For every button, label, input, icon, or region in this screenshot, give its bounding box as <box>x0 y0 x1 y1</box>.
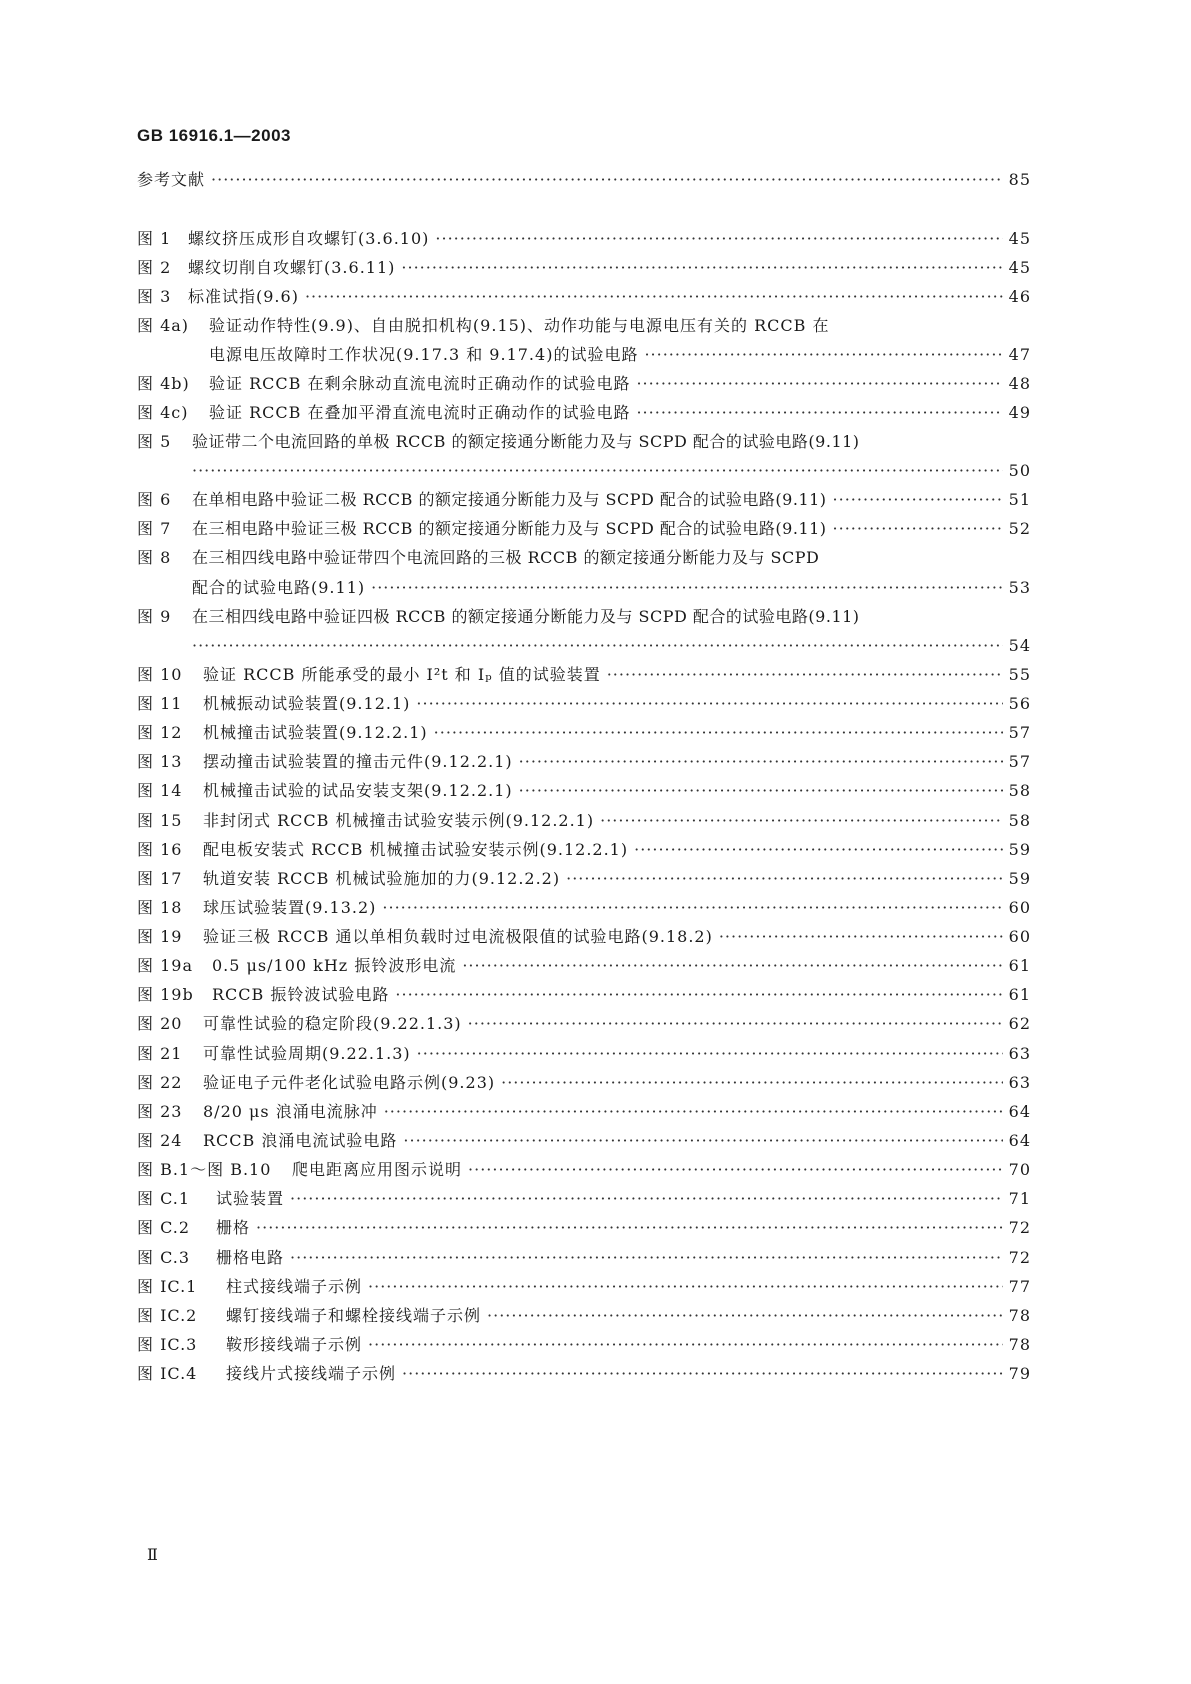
leader-dots <box>402 1362 1003 1386</box>
toc-title: 配电板安装式 RCCB 机械撞击试验安装示例(9.12.2.1) <box>203 840 629 859</box>
toc-page: 45 <box>1008 258 1031 277</box>
toc-entry-fig19b[interactable] <box>137 983 1031 1007</box>
toc-entry-fig13[interactable] <box>137 750 1031 774</box>
leader-dots <box>211 168 1003 192</box>
toc-title: 轨道安装 RCCB 机械试验施加的力(9.12.2.2) <box>203 869 561 888</box>
toc-label: 图 4a) <box>137 316 190 335</box>
leader-dots <box>607 663 1003 687</box>
toc-title: 柱式接线端子示例 <box>226 1277 363 1296</box>
toc-page: 51 <box>1008 490 1031 509</box>
toc-entry-fig19[interactable] <box>137 925 1031 949</box>
leader-dots <box>833 488 1003 512</box>
toc-page: 60 <box>1008 898 1031 917</box>
leader-dots <box>192 459 1003 483</box>
toc-page: 64 <box>1008 1102 1031 1121</box>
leader-dots <box>719 925 1003 949</box>
toc-entry-figC3[interactable] <box>137 1246 1031 1270</box>
leader-dots <box>371 576 1003 600</box>
toc-label: 图 16 <box>137 840 183 859</box>
leader-dots <box>290 1246 1003 1270</box>
toc-title: 螺纹挤压成形自攻螺钉(3.6.10) <box>188 229 430 248</box>
leader-dots <box>636 372 1002 396</box>
toc-label: 图 20 <box>137 1014 183 1033</box>
toc-page: 61 <box>1008 985 1031 1004</box>
leader-dots <box>566 867 1003 891</box>
toc-entry-fig5[interactable] <box>137 430 1031 454</box>
toc-label: 图 11 <box>137 694 183 713</box>
toc-entry-fig4c[interactable] <box>137 401 1031 425</box>
leader-dots <box>634 838 1003 862</box>
toc-page: 49 <box>1008 403 1031 422</box>
toc-entry-figIC1[interactable] <box>137 1275 1031 1299</box>
toc-entry-fig10[interactable] <box>137 663 1031 687</box>
toc-page: 61 <box>1008 956 1031 975</box>
toc-page: 85 <box>1008 170 1031 189</box>
leader-dots <box>435 227 1002 251</box>
leader-dots <box>644 343 1002 367</box>
leader-dots <box>468 1158 1003 1182</box>
toc-title: 机械振动试验装置(9.12.1) <box>203 694 411 713</box>
toc-label: 图 14 <box>137 781 183 800</box>
toc-entry-figB[interactable] <box>137 1158 1031 1182</box>
leader-dots <box>368 1333 1003 1357</box>
toc-title: 验证 RCCB 在叠加平滑直流电流时正确动作的试验电路 <box>209 403 631 422</box>
toc-label: 图 C.1 <box>137 1189 191 1208</box>
toc-entry-fig8-cont[interactable] <box>192 576 1031 600</box>
toc-title: 螺钉接线端子和螺栓接线端子示例 <box>226 1306 482 1325</box>
toc-entry-figC2[interactable] <box>137 1216 1031 1240</box>
toc-entry-fig6[interactable] <box>137 488 1031 512</box>
toc-page: 57 <box>1008 752 1031 771</box>
toc-page: 59 <box>1008 840 1031 859</box>
toc-entry-figC1[interactable] <box>137 1187 1031 1211</box>
leader-dots <box>600 809 1003 833</box>
toc-page: 71 <box>1008 1189 1031 1208</box>
toc-title: RCCB 浪涌电流试验电路 <box>203 1131 398 1150</box>
toc-label: 图 21 <box>137 1044 183 1063</box>
toc-label: 图 12 <box>137 723 183 742</box>
leader-dots <box>416 692 1002 716</box>
toc-title-cont: 电源电压故障时工作状况(9.17.3 和 9.17.4)的试验电路 <box>209 345 639 364</box>
leader-dots <box>519 750 1003 774</box>
toc-title: 验证电子元件老化试验电路示例(9.23) <box>203 1073 496 1092</box>
toc-label: 图 C.2 <box>137 1218 191 1237</box>
toc-page: 58 <box>1008 811 1031 830</box>
toc-label: 图 IC.2 <box>137 1306 198 1325</box>
toc-page: 48 <box>1008 374 1031 393</box>
page-number-roman: Ⅱ <box>147 1545 158 1564</box>
toc-entry-fig4a-cont[interactable] <box>209 343 1031 367</box>
toc-label: 图 IC.4 <box>137 1364 198 1383</box>
leader-dots <box>501 1071 1003 1095</box>
toc-title: 在单相电路中验证二极 RCCB 的额定接通分断能力及与 SCPD 配合的试验电路(9.11) <box>192 490 827 509</box>
toc-label: 图 13 <box>137 752 183 771</box>
toc-label: 图 6 <box>137 490 172 509</box>
toc-title: 验证三极 RCCB 通以单相负载时过电流极限值的试验电路(9.18.2) <box>203 927 713 946</box>
leader-dots <box>192 634 1003 658</box>
leader-dots <box>395 983 1002 1007</box>
toc-page: 77 <box>1008 1277 1031 1296</box>
toc-label: 图 10 <box>137 665 183 684</box>
toc-title: 验证动作特性(9.9)、自由脱扣机构(9.15)、动作功能与电源电压有关的 RCCB 在 <box>209 316 830 335</box>
toc-label: 图 4b) <box>137 374 190 393</box>
toc-label: 图 8 <box>137 548 172 567</box>
toc-label: 图 1 <box>137 229 172 248</box>
toc-page: 59 <box>1008 869 1031 888</box>
toc-entry-fig2[interactable] <box>137 256 1031 280</box>
toc-label: 图 IC.1 <box>137 1277 198 1296</box>
toc-title: 验证 RCCB 在剩余脉动直流电流时正确动作的试验电路 <box>209 374 631 393</box>
toc-page: 63 <box>1008 1073 1031 1092</box>
toc-entry-fig20[interactable] <box>137 1012 1031 1036</box>
toc-entry-fig12[interactable] <box>137 721 1031 745</box>
toc-label: 图 IC.3 <box>137 1335 198 1354</box>
leader-dots <box>636 401 1002 425</box>
leader-dots <box>434 721 1003 745</box>
toc-entry-fig5-cont[interactable] <box>192 459 1031 483</box>
toc-title: 可靠性试验的稳定阶段(9.22.1.3) <box>203 1014 462 1033</box>
toc-entry-fig9-cont[interactable] <box>192 634 1031 658</box>
toc-entry-fig18[interactable] <box>137 896 1031 920</box>
toc-page: 70 <box>1008 1160 1031 1179</box>
toc-label: 图 17 <box>137 869 183 888</box>
toc-title: 试验装置 <box>216 1189 285 1208</box>
toc-title: 可靠性试验周期(9.22.1.3) <box>203 1044 411 1063</box>
toc-entry-fig1[interactable] <box>137 227 1031 251</box>
leader-dots <box>382 896 1002 920</box>
toc-page: 64 <box>1008 1131 1031 1150</box>
toc-label: 参考文献 <box>137 170 206 189</box>
toc-entry-fig17[interactable] <box>137 867 1031 891</box>
toc-entry-fig23[interactable] <box>137 1100 1031 1124</box>
toc-label: 图 3 <box>137 287 172 306</box>
toc-title: RCCB 振铃波试验电路 <box>212 985 390 1004</box>
toc-page: 72 <box>1008 1248 1031 1267</box>
toc-page: 52 <box>1008 519 1031 538</box>
toc-title: 爬电距离应用图示说明 <box>292 1160 463 1179</box>
toc-title: 螺纹切削自攻螺钉(3.6.11) <box>188 258 396 277</box>
toc-label: 图 4c) <box>137 403 189 422</box>
toc-entry-fig21[interactable] <box>137 1042 1031 1066</box>
toc-entry-fig22[interactable] <box>137 1071 1031 1095</box>
toc-entry-fig4b[interactable] <box>137 372 1031 396</box>
toc-page: 56 <box>1008 694 1031 713</box>
toc-page: 45 <box>1008 229 1031 248</box>
toc-page: 60 <box>1008 927 1031 946</box>
toc-label: 图 B.1～图 B.10 <box>137 1160 272 1179</box>
toc-label: 图 C.3 <box>137 1248 191 1267</box>
toc-entry-fig4a[interactable] <box>137 314 1031 338</box>
toc-page: 58 <box>1008 781 1031 800</box>
toc-title: 验证 RCCB 所能承受的最小 I²t 和 Iₚ 值的试验装置 <box>203 665 601 684</box>
toc-label: 图 15 <box>137 811 183 830</box>
leader-dots <box>487 1304 1003 1328</box>
toc-title: 0.5 μs/100 kHz 振铃波形电流 <box>212 956 457 975</box>
leader-dots <box>468 1012 1003 1036</box>
toc-page: 46 <box>1008 287 1031 306</box>
toc-page: 72 <box>1008 1218 1031 1237</box>
leader-dots <box>403 1129 1002 1153</box>
toc-label: 图 9 <box>137 607 172 626</box>
toc-page: 79 <box>1008 1364 1031 1383</box>
toc-entry-fig7[interactable] <box>137 517 1031 541</box>
toc-title: 球压试验装置(9.13.2) <box>203 898 377 917</box>
toc-title: 8/20 μs 浪涌电流脉冲 <box>203 1102 378 1121</box>
toc-page: 54 <box>1008 636 1031 655</box>
toc-title-cont: 配合的试验电路(9.11) <box>192 578 366 597</box>
leader-dots <box>417 1042 1003 1066</box>
toc-entry-fig16[interactable] <box>137 838 1031 862</box>
toc-entry-fig14[interactable] <box>137 779 1031 803</box>
leader-dots <box>368 1275 1003 1299</box>
toc-title: 摆动撞击试验装置的撞击元件(9.12.2.1) <box>203 752 513 771</box>
toc-title: 标准试指(9.6) <box>188 287 299 306</box>
toc-label: 图 5 <box>137 432 172 451</box>
toc-page: 78 <box>1008 1335 1031 1354</box>
leader-dots <box>519 779 1003 803</box>
toc-title: 验证带二个电流回路的单极 RCCB 的额定接通分断能力及与 SCPD 配合的试验电路(9.11) <box>192 432 860 451</box>
toc-label: 图 22 <box>137 1073 183 1092</box>
leader-dots <box>462 954 1002 978</box>
leader-dots <box>833 517 1003 541</box>
toc-title: 机械撞击试验的试品安装支架(9.12.2.1) <box>203 781 513 800</box>
toc-page: 62 <box>1008 1014 1031 1033</box>
toc-entry-fig9[interactable] <box>137 605 1031 629</box>
toc-label: 图 19b <box>137 985 194 1004</box>
toc-entry-fig3[interactable] <box>137 285 1031 309</box>
toc-page: 47 <box>1008 345 1031 364</box>
toc-page: 53 <box>1008 578 1031 597</box>
toc-entry-fig15[interactable] <box>137 809 1031 833</box>
toc-entry-figIC4[interactable] <box>137 1362 1031 1386</box>
toc-page: 57 <box>1008 723 1031 742</box>
leader-dots <box>256 1216 1003 1240</box>
toc-label: 图 23 <box>137 1102 183 1121</box>
toc-label: 图 18 <box>137 898 183 917</box>
toc-title: 鞍形接线端子示例 <box>226 1335 363 1354</box>
toc-page: 50 <box>1008 461 1031 480</box>
toc-title: 栅格电路 <box>216 1248 285 1267</box>
toc-title: 机械撞击试验装置(9.12.2.1) <box>203 723 428 742</box>
toc-title: 栅格 <box>216 1218 251 1237</box>
toc-page: 78 <box>1008 1306 1031 1325</box>
toc-entry-figIC2[interactable] <box>137 1304 1031 1328</box>
toc-title: 在三相四线电路中验证带四个电流回路的三极 RCCB 的额定接通分断能力及与 SCPD <box>192 548 820 567</box>
toc-title: 在三相四线电路中验证四极 RCCB 的额定接通分断能力及与 SCPD 配合的试验电路(9.11) <box>192 607 860 626</box>
toc-label: 图 19 <box>137 927 183 946</box>
standard-code: GB 16916.1—2003 <box>137 126 291 145</box>
toc-title: 接线片式接线端子示例 <box>226 1364 397 1383</box>
leader-dots <box>305 285 1003 309</box>
toc-entry-fig11[interactable] <box>137 692 1031 716</box>
leader-dots <box>384 1100 1003 1124</box>
toc-page: 63 <box>1008 1044 1031 1063</box>
toc-label: 图 24 <box>137 1131 183 1150</box>
toc-entry-fig24[interactable] <box>137 1129 1031 1153</box>
leader-dots <box>290 1187 1003 1211</box>
toc-entry-references[interactable] <box>137 168 1031 192</box>
toc-label: 图 2 <box>137 258 172 277</box>
leader-dots <box>401 256 1002 280</box>
toc-page: 55 <box>1008 665 1031 684</box>
toc-label: 图 19a <box>137 956 193 975</box>
toc-entry-figIC3[interactable] <box>137 1333 1031 1357</box>
toc-label: 图 7 <box>137 519 172 538</box>
toc-entry-fig19a[interactable] <box>137 954 1031 978</box>
toc-title: 非封闭式 RCCB 机械撞击试验安装示例(9.12.2.1) <box>203 811 595 830</box>
toc-title: 在三相电路中验证三极 RCCB 的额定接通分断能力及与 SCPD 配合的试验电路(9.11) <box>192 519 827 538</box>
toc-entry-fig8[interactable] <box>137 546 1031 570</box>
